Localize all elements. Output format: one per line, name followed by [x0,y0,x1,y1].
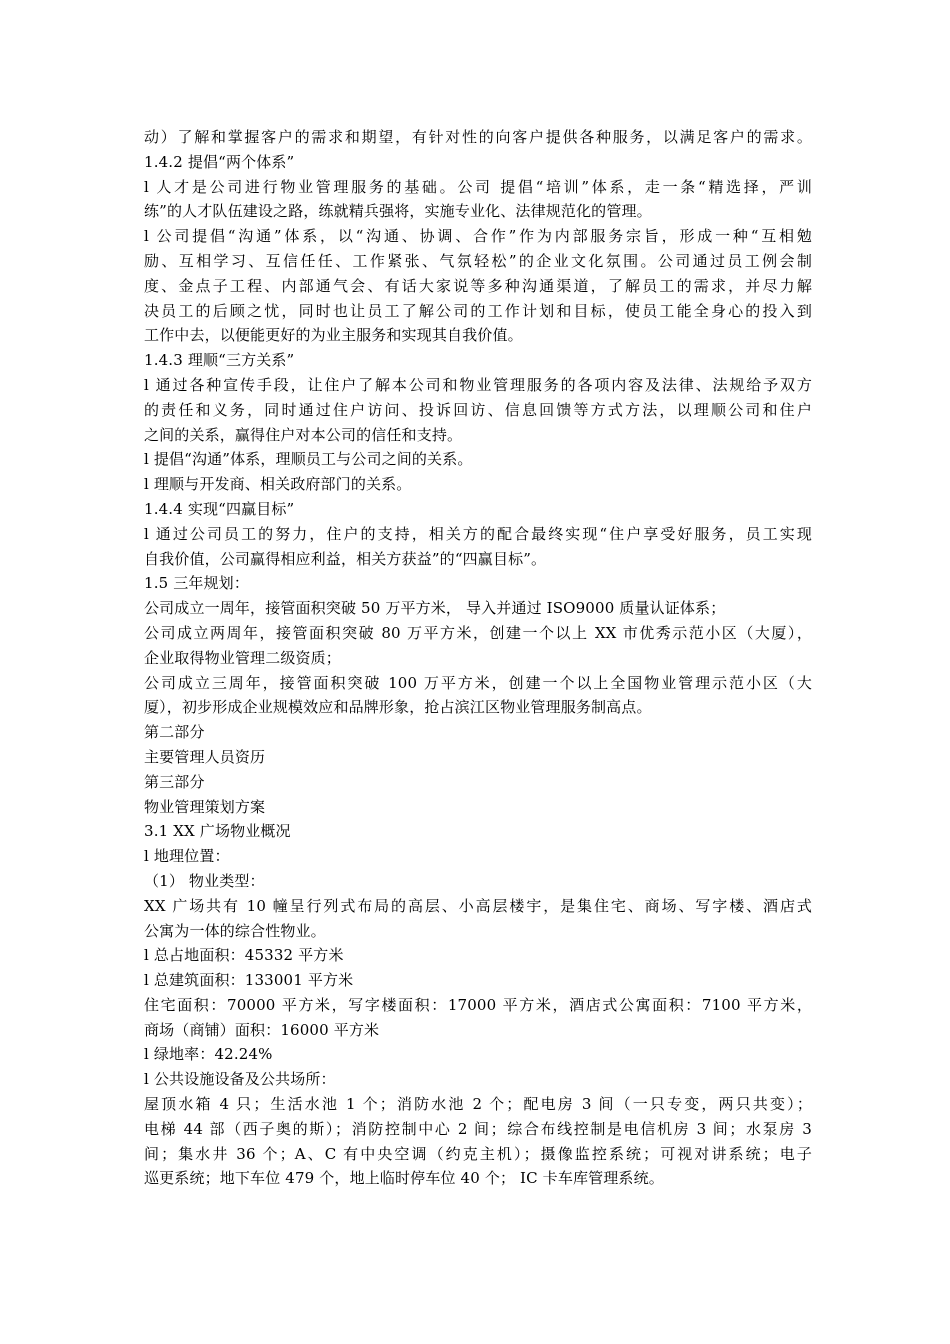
text-line: 1.4.3 理顺“三方关系” [144,351,295,370]
text-line: 自我价值，公司赢得相应利益，相关方获益”的“四赢目标”。 [144,549,547,568]
text-line: 励、互相学习、互信任任、工作紧张、气氛轻松”的企业文化氛围。公司通过员工例会制 [144,251,812,270]
text-line: l 通过各种宣传手段，让住户了解本公司和物业管理服务的各项内容及法律、法规给予双方 [144,375,812,394]
text-line: l 地理位置： [144,847,230,866]
text-line: 公司成立两周年，接管面积突破 80 万平方米，创建一个以上 XX 市优秀示范小区（大厦）， [144,623,812,642]
text-line: 1.4.2 提倡“两个体系” [144,152,295,171]
text-line: l 公司提倡“沟通”体系，以“沟通、协调、合作”作为内部服务宗旨，形成一种“互相勉 [144,227,812,246]
text-line: l 人才是公司进行物业管理服务的基础。公司 提倡“培训”体系，走一条“精选择，严训 [144,177,812,196]
text-line: 练”的人才队伍建设之路，练就精兵强将，实施专业化、法律规范化的管理。 [144,202,652,221]
text-line: 公寓为一体的综合性物业。 [144,921,326,940]
text-line: 公司成立三周年，接管面积突破 100 万平方米，创建一个以上全国物业管理示范小区（大 [144,673,812,692]
text-line: 1.4.4 实现“四赢目标” [144,499,295,518]
text-line: 屋顶水箱 4 只；生活水池 1 个；消防水池 2 个；配电房 3 间（一只专变，两只共变）； [144,1095,812,1114]
text-line: 物业管理策划方案 [144,797,266,816]
text-line: l 通过公司员工的努力，住户的支持，相关方的配合最终实现“住户享受好服务，员工实现 [144,524,812,543]
document-page [144,125,812,1191]
text-line: 动）了解和掌握客户的需求和期望，有针对性的向客户提供各种服务，以满足客户的需求。 [144,128,812,146]
text-line: 电梯 44 部（西子奥的斯）；消防控制中心 2 间；综合布线控制是电信机房 3 间；水泵房 3 [144,1119,812,1138]
text-line: l 提倡“沟通”体系，理顺员工与公司之间的关系。 [144,450,473,469]
text-line: 1.5 三年规划： [144,574,249,593]
text-line: l 理顺与开发商、相关政府部门的关系。 [144,475,412,494]
text-line: 间；集水井 36 个；A、C 有中央空调（约克主机）；摄像监控系统；可视对讲系统；电子 [144,1144,812,1163]
text-line: l 总建筑面积：133001 平方米 [144,971,354,990]
text-line: 商场（商铺）面积：16000 平方米 [144,1020,380,1039]
text-line: 主要管理人员资历 [144,747,266,766]
text-line: 工作中去，以便能更好的为业主服务和实现其自我价值。 [144,326,523,345]
text-line: l 公共设施设备及公共场所： [144,1070,336,1089]
text-line: 度、金点子工程、内部通气会、有话大家说等多种沟通渠道，了解员工的需求，并尽力解 [144,276,812,295]
text-line: 第二部分 [144,723,205,742]
text-line: 企业取得物业管理二级资质； [144,648,341,667]
text-line: l 绿地率：42.24% [144,1045,273,1064]
text-line: 第三部分 [144,772,205,791]
text-line: 3.1 XX 广场物业概况 [144,822,291,841]
text-line: 住宅面积：70000 平方米，写字楼面积：17000 平方米，酒店式公寓面积：7100 平方米， [144,995,812,1014]
text-line: XX 广场共有 10 幢呈行列式布局的高层、小高层楼宇，是集住宅、商场、写字楼、酒店式 [144,896,812,915]
text-line: l 总占地面积：45332 平方米 [144,946,344,965]
text-line: 公司成立一周年，接管面积突破 50 万平方米， 导入并通过 ISO9000 质量认证体系； [144,599,726,618]
text-line: 的责任和义务，同时通过住户访问、投诉回访、信息回馈等方式方法，以理顺公司和住户 [144,400,812,419]
text-line: 之间的关系，赢得住户对本公司的信任和支持。 [144,425,463,444]
text-line: 巡更系统；地下车位 479 个，地上临时停车位 40 个； IC 卡车库管理系统。 [144,1169,664,1188]
text-line: 决员工的后顾之忧，同时也让员工了解公司的工作计划和目标，使员工能全身心的投入到 [144,301,812,320]
text-line: 厦），初步形成企业规模效应和品牌形象，抢占滨江区物业管理服务制高点。 [144,698,652,717]
text-line: （1） 物业类型： [144,871,265,890]
